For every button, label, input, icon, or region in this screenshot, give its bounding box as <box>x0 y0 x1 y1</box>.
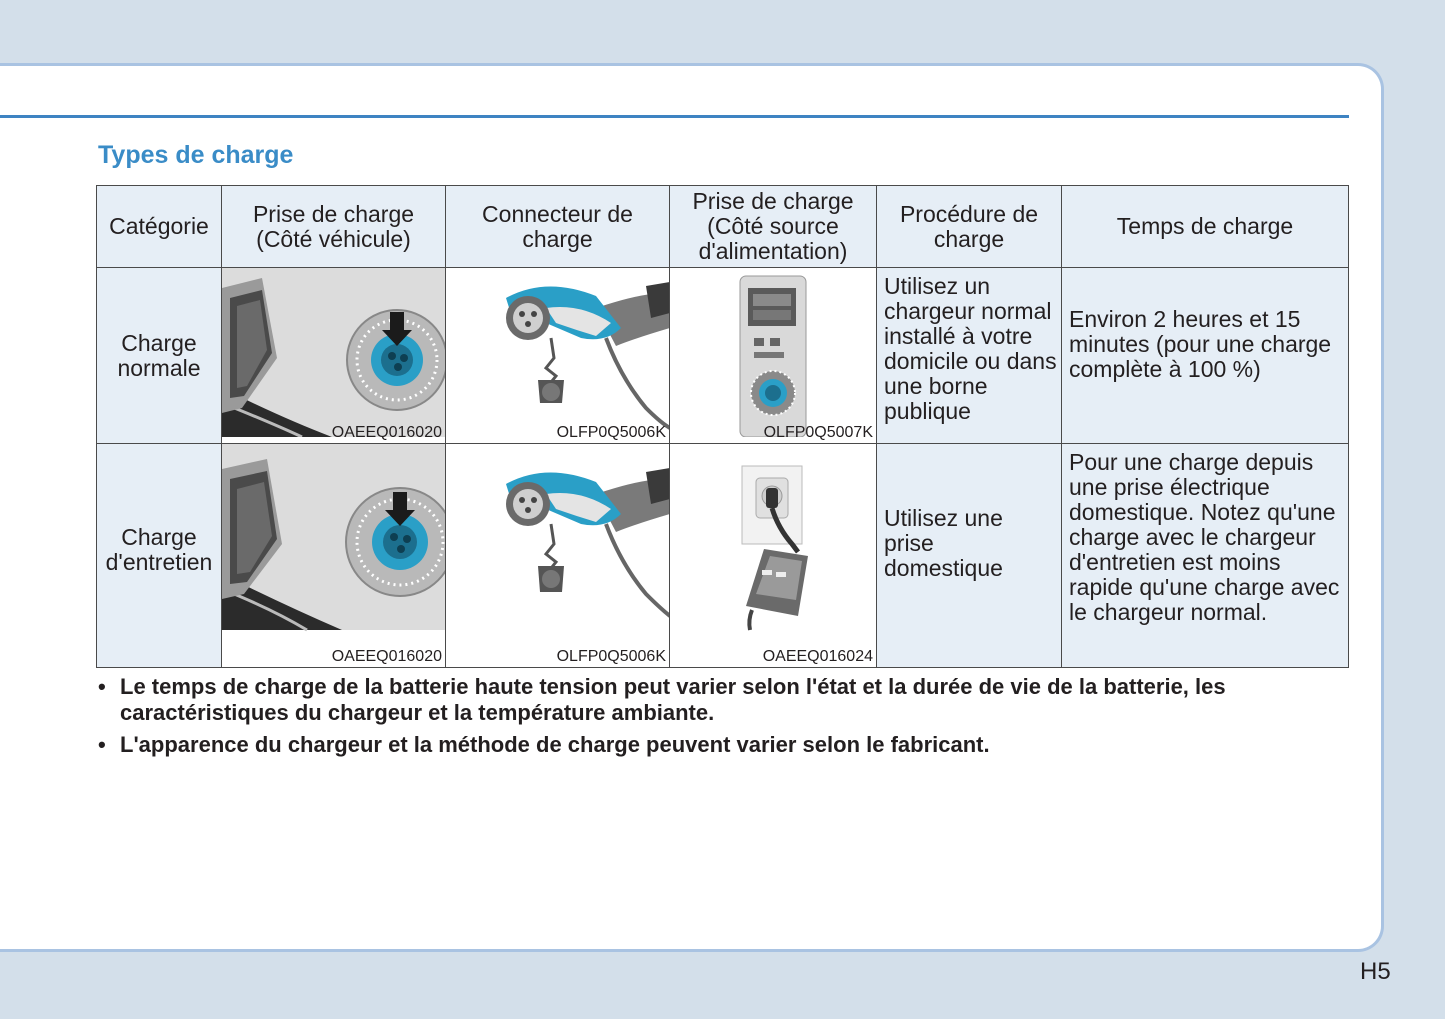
notes-list <box>98 674 1350 764</box>
category-cell <box>97 268 222 444</box>
connector-image-cell <box>446 268 670 444</box>
image-code: OAEEQ016024 <box>762 648 873 665</box>
image-code: OAEEQ016020 <box>331 424 442 441</box>
image-code: OLFP0Q5006K <box>556 648 666 665</box>
source-outlet-image-cell <box>670 268 877 444</box>
top-rule <box>0 115 1349 118</box>
header-connector: Connecteur de charge <box>446 186 670 268</box>
note-item <box>98 674 1350 726</box>
time-text: Environ 2 heures et 15 minutes (pour une charge complète à 100 %) <box>1069 306 1332 382</box>
image-code: OLFP0Q5007K <box>763 424 873 441</box>
category-label: Charge normale <box>117 329 201 381</box>
procedure-cell <box>877 268 1062 444</box>
note-item <box>98 732 1350 758</box>
header-vehicle-inlet: Prise de charge (Côté véhicule) <box>222 186 446 268</box>
procedure-cell <box>877 444 1062 668</box>
header-category: Catégorie <box>97 186 222 268</box>
header-time: Temps de charge <box>1062 186 1349 268</box>
charging-connector-illustration <box>446 444 670 634</box>
vehicle-charge-port-illustration <box>222 444 446 634</box>
table-header-row <box>97 186 1349 268</box>
source-outlet-image-cell <box>670 444 877 668</box>
image-code: OLFP0Q5006K <box>556 424 666 441</box>
note-text: Le temps de charge de la batterie haute tension peut varier selon l'état et la durée de vie de la batterie, les caractéristiques du chargeur et la température ambiante. <box>120 674 1226 725</box>
section-title: Types de charge <box>98 141 294 169</box>
charging-station-illustration <box>670 268 877 437</box>
category-label: Charge d'entretien <box>105 523 213 575</box>
table-row <box>97 444 1349 668</box>
header-source-outlet: Prise de charge (Côté source d'alimentation) <box>670 186 877 268</box>
procedure-text: Utilisez une prise domestique <box>884 505 1003 581</box>
time-cell <box>1062 268 1349 444</box>
household-outlet-illustration <box>670 444 877 639</box>
image-code: OAEEQ016020 <box>331 648 442 665</box>
time-cell <box>1062 444 1349 668</box>
header-procedure: Procédure de charge <box>877 186 1062 268</box>
table-row <box>97 268 1349 444</box>
vehicle-charge-port-illustration <box>222 268 446 437</box>
page-number: H5 <box>1360 958 1391 985</box>
vehicle-inlet-image-cell <box>222 268 446 444</box>
procedure-text: Utilisez un chargeur normal installé à votre domicile ou dans une borne publique <box>884 273 1057 424</box>
charge-types-table <box>96 185 1349 668</box>
note-text: L'apparence du chargeur et la méthode de charge peuvent varier selon le fabricant. <box>120 732 990 757</box>
bullet-icon: • <box>98 732 106 757</box>
bullet-icon: • <box>98 674 106 699</box>
category-cell <box>97 444 222 668</box>
charging-connector-illustration <box>446 268 670 437</box>
connector-image-cell <box>446 444 670 668</box>
time-text: Pour une charge depuis une prise électrique domestique. Notez qu'une charge avec le chargeur d'entretien est moins rapide qu'une charge avec le chargeur normal. <box>1069 449 1340 625</box>
vehicle-inlet-image-cell <box>222 444 446 668</box>
